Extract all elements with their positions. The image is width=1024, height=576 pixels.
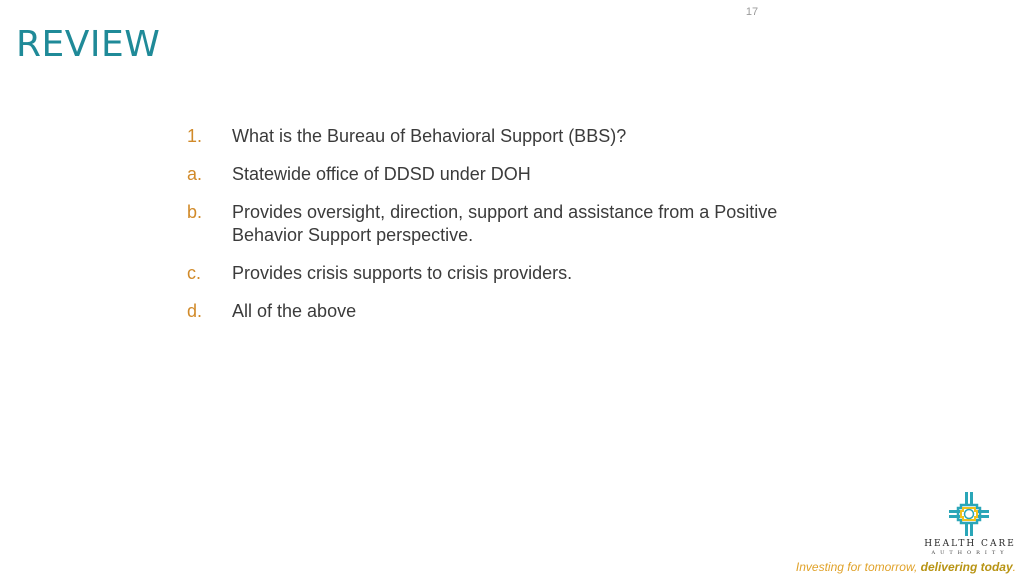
tagline-bold: delivering today xyxy=(920,560,1013,574)
question-list xyxy=(187,125,847,338)
question-number: 1. xyxy=(187,126,203,146)
answer-option-b xyxy=(187,201,847,247)
logo-name: HEALTH CARE xyxy=(924,539,1016,549)
page-number: 17 xyxy=(745,6,759,18)
zia-sun-icon xyxy=(945,491,995,537)
tagline-end: . xyxy=(1012,560,1016,574)
question-item xyxy=(187,125,847,148)
tagline xyxy=(796,560,1016,574)
slide-title: REVIEW xyxy=(16,24,161,65)
option-letter: c. xyxy=(187,263,202,283)
answer-option-a xyxy=(187,163,847,186)
option-text: All of the above xyxy=(232,301,357,321)
question-text: What is the Bureau of Behavioral Support (BBS)? xyxy=(232,126,627,146)
option-letter: b. xyxy=(187,202,203,222)
answer-option-d xyxy=(187,300,847,323)
logo-subtitle: AUTHORITY xyxy=(931,550,1009,556)
option-letter: a. xyxy=(187,164,203,184)
option-text: Provides crisis supports to crisis providers. xyxy=(232,263,573,283)
tagline-regular: Investing for tomorrow, xyxy=(795,560,921,574)
answer-option-c xyxy=(187,262,847,285)
option-text: Statewide office of DDSD under DOH xyxy=(232,164,531,184)
option-text: Provides oversight, direction, support and assistance from a Positive Behavior Support perspective. xyxy=(232,202,778,245)
health-care-authority-logo xyxy=(922,491,1018,556)
option-letter: d. xyxy=(187,301,203,321)
